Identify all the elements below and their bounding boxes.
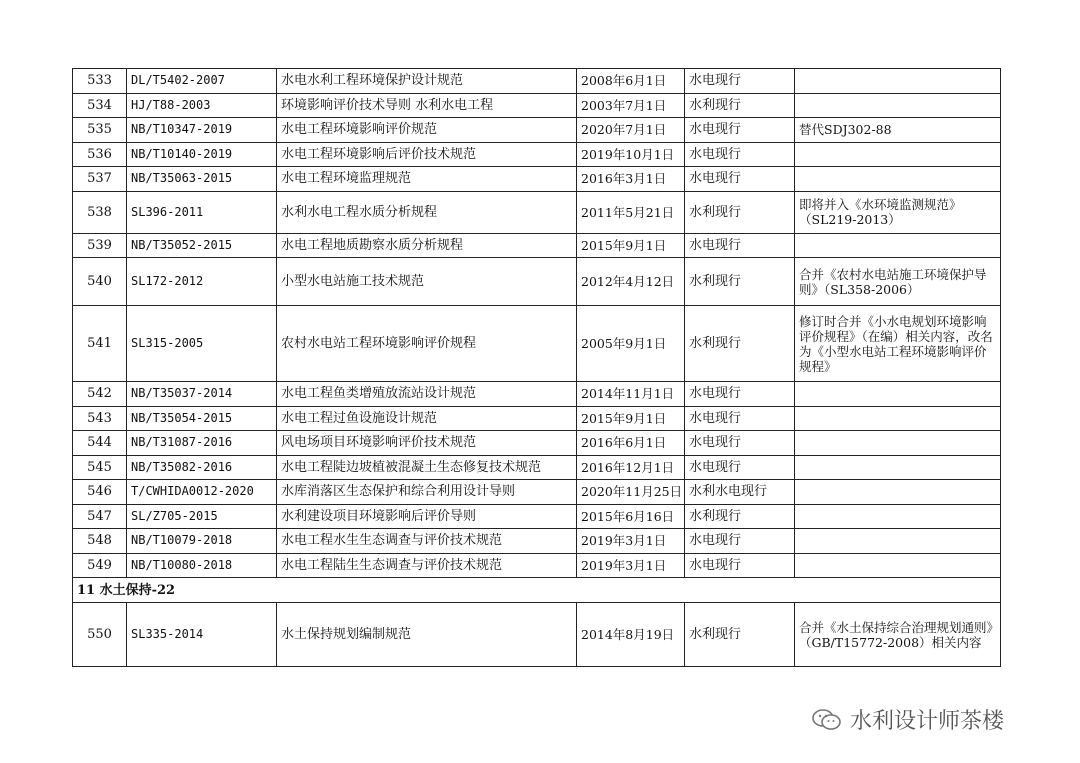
table-row [73,167,1001,192]
remark [795,480,1001,505]
standard-status: 水电现行 [685,142,795,167]
remark [795,455,1001,480]
standard-code: DL/T5402-2007 [127,69,277,94]
effective-date: 2012年4月12日 [577,258,685,306]
standard-name: 水电工程环境影响评价规范 [277,118,577,143]
remark: 修订时合并《小水电规划环境影响评价规程》（在编）相关内容，改名为《小型水电站工程环境影响评价规程》 [795,306,1001,382]
table-row [73,431,1001,456]
row-number: 540 [73,258,127,306]
table-row [73,455,1001,480]
standard-name: 水电工程陆生生态调查与评价技术规范 [277,553,577,578]
standards-table-sheet [72,68,1000,667]
section-title: 11 水土保持-22 [73,578,1001,603]
row-number: 533 [73,69,127,94]
row-number: 535 [73,118,127,143]
remark [795,553,1001,578]
standard-name: 水电水利工程环境保护设计规范 [277,69,577,94]
effective-date: 2020年7月1日 [577,118,685,143]
standard-status: 水电现行 [685,69,795,94]
standard-name: 环境影响评价技术导则 水利水电工程 [277,93,577,118]
standard-code: SL315-2005 [127,306,277,382]
section-header-row [73,578,1001,603]
row-number: 539 [73,233,127,258]
row-number: 543 [73,406,127,431]
standard-name: 水利建设项目环境影响后评价导则 [277,504,577,529]
standard-code: NB/T35082-2016 [127,455,277,480]
effective-date: 2020年11月25日 [577,480,685,505]
standards-table [72,68,1001,667]
row-number: 548 [73,529,127,554]
standard-name: 水电工程环境监理规范 [277,167,577,192]
watermark-text: 水利设计师茶楼 [850,709,1005,734]
remark [795,69,1001,94]
standard-name: 水土保持规划编制规范 [277,603,577,667]
table-body-environment [73,69,1001,578]
standard-code: NB/T35037-2014 [127,382,277,407]
effective-date: 2014年11月1日 [577,382,685,407]
row-number: 547 [73,504,127,529]
standard-status: 水电现行 [685,431,795,456]
remark [795,167,1001,192]
standard-status: 水利现行 [685,306,795,382]
remark [795,529,1001,554]
table-row [73,553,1001,578]
effective-date: 2003年7月1日 [577,93,685,118]
row-number: 549 [73,553,127,578]
table-row [73,258,1001,306]
standard-code: T/CWHIDA0012-2020 [127,480,277,505]
standard-status: 水电现行 [685,455,795,480]
standard-name: 水利水电工程水质分析规程 [277,191,577,233]
remark [795,382,1001,407]
remark: 替代SDJ302-88 [795,118,1001,143]
standard-code: SL172-2012 [127,258,277,306]
standard-status: 水电现行 [685,118,795,143]
standard-code: SL396-2011 [127,191,277,233]
row-number: 541 [73,306,127,382]
standard-status: 水利水电现行 [685,480,795,505]
remark [795,431,1001,456]
row-number: 542 [73,382,127,407]
row-number: 534 [73,93,127,118]
remark [795,504,1001,529]
standard-status: 水电现行 [685,406,795,431]
table-row [73,142,1001,167]
remark: 合并《农村水电站施工环境保护导则》（SL358-2006） [795,258,1001,306]
table-row [73,191,1001,233]
standard-status: 水电现行 [685,167,795,192]
remark: 即将并入《水环境监测规范》（SL219-2013） [795,191,1001,233]
effective-date: 2015年9月1日 [577,406,685,431]
standard-status: 水电现行 [685,382,795,407]
row-number: 546 [73,480,127,505]
table-section [73,578,1001,603]
table-row [73,306,1001,382]
table-body-soil-conservation [73,603,1001,667]
standard-status: 水利现行 [685,258,795,306]
standard-code: NB/T35054-2015 [127,406,277,431]
standard-name: 农村水电站工程环境影响评价规程 [277,306,577,382]
standard-status: 水利现行 [685,191,795,233]
standard-code: NB/T10347-2019 [127,118,277,143]
standard-code: SL335-2014 [127,603,277,667]
remark [795,406,1001,431]
effective-date: 2011年5月21日 [577,191,685,233]
standard-code: NB/T10079-2018 [127,529,277,554]
standard-status: 水利现行 [685,504,795,529]
standard-name: 水电工程鱼类增殖放流站设计规范 [277,382,577,407]
standard-status: 水电现行 [685,553,795,578]
effective-date: 2016年12月1日 [577,455,685,480]
effective-date: 2008年6月1日 [577,69,685,94]
standard-code: NB/T35063-2015 [127,167,277,192]
remark [795,233,1001,258]
remark: 合并《水土保持综合治理规划通则》（GB/T15772-2008）相关内容 [795,603,1001,667]
table-row [73,69,1001,94]
standard-status: 水电现行 [685,529,795,554]
row-number: 545 [73,455,127,480]
effective-date: 2019年3月1日 [577,529,685,554]
standard-name: 水电工程过鱼设施设计规范 [277,406,577,431]
remark [795,93,1001,118]
standard-status: 水利现行 [685,93,795,118]
effective-date: 2014年8月19日 [577,603,685,667]
standard-name: 小型水电站施工技术规范 [277,258,577,306]
standard-code: NB/T10080-2018 [127,553,277,578]
standard-name: 水电工程陡边坡植被混凝土生态修复技术规范 [277,455,577,480]
standard-code: SL/Z705-2015 [127,504,277,529]
standard-code: NB/T10140-2019 [127,142,277,167]
standard-code: NB/T31087-2016 [127,431,277,456]
table-row [73,480,1001,505]
wechat-icon [812,708,842,732]
table-row [73,406,1001,431]
effective-date: 2005年9月1日 [577,306,685,382]
standard-name: 水库消落区生态保护和综合利用设计导则 [277,480,577,505]
table-row [73,603,1001,667]
standard-name: 水电工程水生生态调查与评价技术规范 [277,529,577,554]
table-row [73,233,1001,258]
table-row [73,504,1001,529]
standard-name: 水电工程环境影响后评价技术规范 [277,142,577,167]
remark [795,142,1001,167]
standard-status: 水电现行 [685,233,795,258]
table-row [73,93,1001,118]
row-number: 538 [73,191,127,233]
standard-code: NB/T35052-2015 [127,233,277,258]
standard-status: 水利现行 [685,603,795,667]
row-number: 544 [73,431,127,456]
effective-date: 2016年3月1日 [577,167,685,192]
table-row [73,382,1001,407]
effective-date: 2019年10月1日 [577,142,685,167]
effective-date: 2019年3月1日 [577,553,685,578]
table-row [73,529,1001,554]
table-row [73,118,1001,143]
row-number: 537 [73,167,127,192]
effective-date: 2015年6月16日 [577,504,685,529]
effective-date: 2015年9月1日 [577,233,685,258]
standard-name: 风电场项目环境影响评价技术规范 [277,431,577,456]
effective-date: 2016年6月1日 [577,431,685,456]
row-number: 550 [73,603,127,667]
standard-name: 水电工程地质勘察水质分析规程 [277,233,577,258]
standard-code: HJ/T88-2003 [127,93,277,118]
watermark [812,704,1004,735]
row-number: 536 [73,142,127,167]
